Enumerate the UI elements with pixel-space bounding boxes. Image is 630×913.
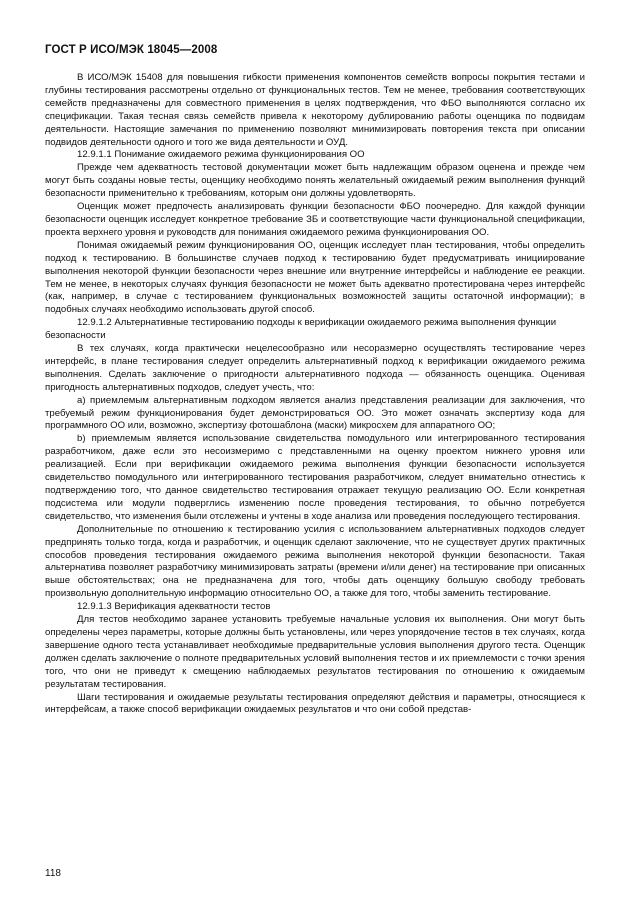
paragraph: В тех случаях, когда практически нецелесообразно или несоразмерно осуществлять тестирование через интерфейс, в плане тестирования следует определить альтернативный подход к верификации ожидаемого режима выполнения. Сделать заключение о пригодности альтернативного подхода — обязанность оценщика. Оценивая пригодность альтернативных подходов, следует учесть, что: [45, 343, 585, 393]
paragraph: Дополнительные по отношению к тестированию усилия с использованием альтернативных подходов следует предпринять только тогда, когда и разработчик, и оценщик сделают заключение, что не существует других практичных способов проведения тестирования ожидаемого режима выполнения некоторой функции безопасности. Такая альтернатива позволяет разработчику минимизировать затраты (времени и/или денег) на тестирование при описанных выше обстоятельствах; она не предназначена для того, чтобы дать оценщику большую свободу требовать произвольную дополнительную информацию относительно ОО, а также для того, чтобы заменить тестирование. [45, 523, 585, 600]
paragraph: Понимая ожидаемый режим функционирования ОО, оценщик исследует план тестирования, чтобы определить подход к тестированию. В большинстве случаев подход к тестированию будет предусматривать инициирование выполнения некоторой функции безопасности через внешние или внутренние интерфейсы и наблюдение ее реакции. Тем не менее, в некоторых случаях функция безопасности не может быть адекватно протестирована через интерфейс (как, например, в случае с тестированием функциональных возможностей защиты остаточной информации); в подобных случаях необходимо использовать другой способ. [45, 239, 585, 316]
paragraph: Для тестов необходимо заранее установить требуемые начальные условия их выполнения. Они могут быть определены через параметры, которые должны быть установлены, или через упорядочение тестов в тех случаях, когда завершение одного теста устанавливает необходимые предварительные условия выполнения другого теста. Оценщик должен сделать заключение о полноте предварительных условий выполнения тестов и их приемлемости с точки зрения того, что они не приведут к смещению наблюдаемых результатов тестирования по отношению к ожидаемым результатам тестирования. [45, 614, 585, 690]
body-text [45, 72, 585, 717]
page-number: 118 [45, 868, 61, 879]
list-item-a: а) приемлемым альтернативным подходом является анализ представления реализации для заключения, что требуемый режим функционирования будет демонстрироваться ОО. Это может означать экспертизу кода для программного ОО или, возможно, экспертизу фотошаблона (маски) микросхем для аппаратного ОО; [45, 394, 585, 432]
paragraph: Шаги тестирования и ожидаемые результаты тестирования определяют действия и параметры, относящиеся к интерфейсам, а также способ верификации ожидаемых результатов и что они собой представ- [45, 691, 585, 716]
list-item-b: b) приемлемым является использование свидетельства помодульного или интегрированного тестирования разработчиком, даже если это несоизмеримо с представленными на оценку проектом нижнего уровня или реализацией. Если при верификации ожидаемого режима выполнения функции безопасности используется свидетельство помодульного или интегрированного тестирования разработчиком, следует внимательно отнестись к подтверждению того, что данное свидетельство тестирования отражает текущую реализацию ОО. Если конкретная подсистема или модули подверглись изменению после проведения тестирования, то обычно потребуется свидетельство, что изменения были отслежены и учтены в ходе анализа или проведения последующего тестирования. [45, 433, 585, 522]
section-heading-12-9-1-2: 12.9.1.2 Альтернативные тестированию подходы к верификации ожидаемого режима выполнения функции безопасности [45, 317, 557, 342]
paragraph: Прежде чем адекватность тестовой документации может быть надлежащим образом оценена и прежде чем могут быть созданы новые тесты, оценщику необходимо понять желательный ожидаемый режим выполнения функций безопасности применительно к требованиям, которым они должны удовлетворять. [45, 162, 585, 200]
paragraph: В ИСО/МЭК 15408 для повышения гибкости применения компонентов семейств вопросы покрытия тестами и глубины тестирования рассмотрены отдельно от функциональных тестов. Тем не менее, требования соответствующих семейств предназначены для совместного применения в целях подтверждения, что ФБО выполняются согласно их спецификации. Такая тесная связь семейств привела к некоторому дублированию работы оценщика по подвидам деятельности. Настоящие замечания по применению позволяют минимизировать повторения текста при описании подвидов деятельности одного и того же вида деятельности и ОУД. [45, 72, 585, 148]
section-heading-12-9-1-3: 12.9.1.3 Верификация адекватности тестов [77, 601, 271, 613]
paragraph: Оценщик может предпочесть анализировать функции безопасности ФБО поочередно. Для каждой функции безопасности оценщик исследует конкретное требование ЗБ и соответствующие части функциональной спецификации, проекта верхнего уровня и руководств для понимания ожидаемого режима функционирования ОО. [45, 201, 585, 238]
section-heading-12-9-1-1: 12.9.1.1 Понимание ожидаемого режима функционирования ОО [77, 149, 365, 161]
document-header: ГОСТ Р ИСО/МЭК 18045—2008 [45, 44, 218, 56]
